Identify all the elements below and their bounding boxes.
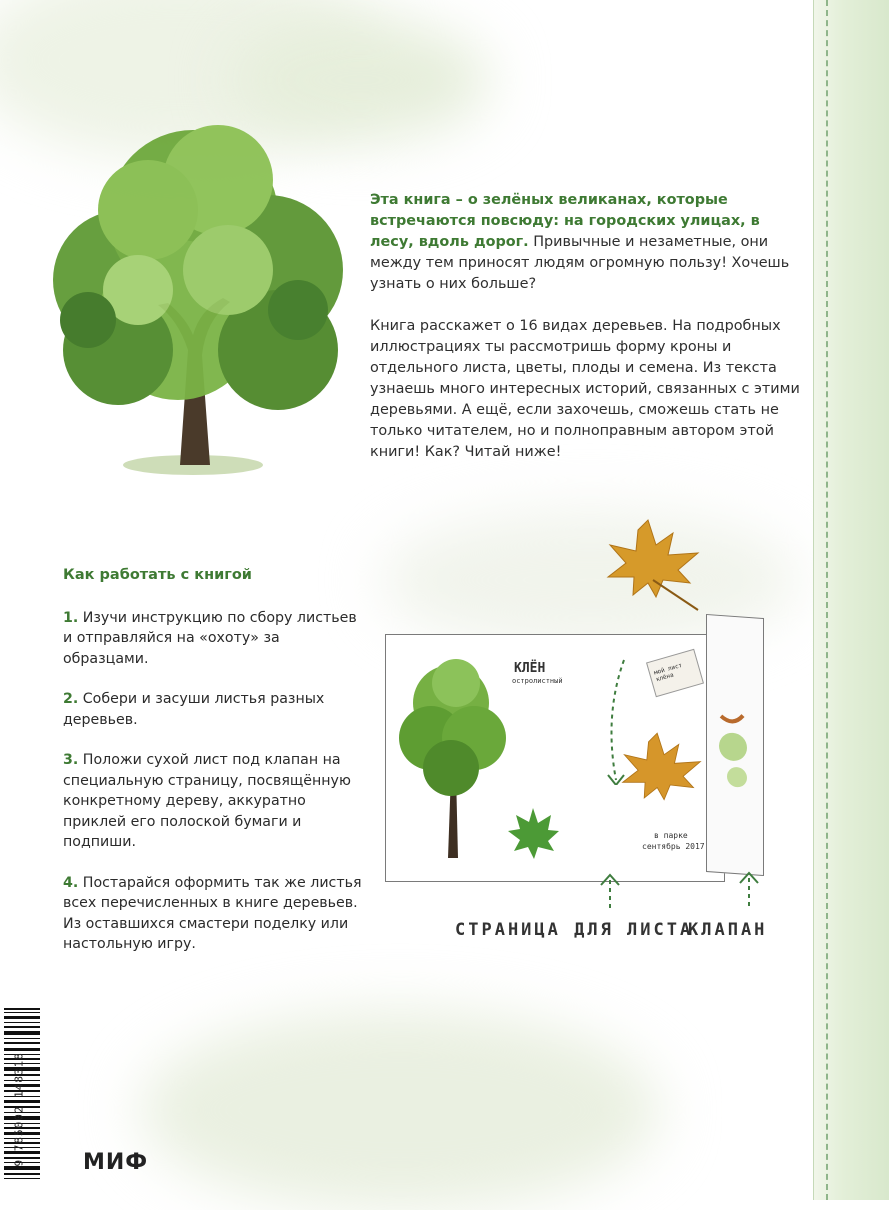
tree-illustration: [28, 120, 358, 480]
step-text: Собери и засуши листья разных деревьев.: [63, 691, 325, 728]
dashed-arrow-icon: [729, 868, 769, 908]
step-number: 3.: [63, 752, 79, 768]
step-text: Изучи инструкцию по сбору листьев и отправляйся на «охоту» за образцами.: [63, 609, 357, 667]
publisher-logo: МИФ: [83, 1150, 149, 1175]
leaf-tag-text: мой лист клёна: [653, 661, 684, 684]
spine-dashed-line: [826, 0, 828, 1200]
howto-step: [63, 873, 363, 955]
label-page: СТРАНИЦА ДЛЯ ЛИСТА: [455, 920, 694, 940]
book-flap: [706, 614, 764, 876]
seeds-illustration: [713, 705, 757, 808]
maple-leaf-icon: [598, 515, 708, 615]
book-page-right: [574, 634, 725, 882]
intro-lead-bold: Эта книга – о зелёных великанах, которые встречаются повсюду: на городских улицах, в лесу, вдоль дорог.: [370, 192, 760, 250]
step-number: 4.: [63, 874, 79, 891]
barcode: [0, 1000, 60, 1190]
leaf-tag: [646, 649, 704, 697]
book-tree-subtitle: остролистный: [512, 677, 563, 685]
step-number: 1.: [63, 609, 79, 626]
note-date: сентябрь 2017: [642, 842, 705, 851]
watercolor-wash: [140, 1010, 660, 1210]
step-text: Постарайся оформить так же листья всех перечисленных в книге деревьев. Из оставшихся смастери поделку или настольную игру.: [63, 874, 362, 952]
note-place: в парке: [654, 831, 688, 840]
small-tree-icon: [396, 653, 506, 863]
howto-step: [63, 750, 363, 853]
howto-title: Как работать с книгой: [63, 567, 252, 583]
howto-step: [63, 689, 363, 730]
isbn-digits: 9 785002 148318: [12, 1052, 26, 1167]
spine-fold-line: [813, 0, 814, 1200]
intro-paragraph: [370, 190, 800, 295]
intro-text: [370, 190, 800, 484]
intro-lead-rest: Привычные и незаметные, они между тем приносят людям огромную пользу! Хочешь узнать о них больше?: [370, 234, 790, 292]
intro-paragraph-2: Книга расскажет о 16 видах деревьев. На подробных иллюстрациях ты рассмотришь форму кроны и отдельного листа, цветы, плоды и семена. Из текста узнаешь много интересных историй, связанных с этими деревьями. А ещё, если захочешь, сможешь стать не только читателем, но и полноправным автором этой книги! Как? Читай ниже!: [370, 318, 800, 460]
step-text: Положи сухой лист под клапан на специальную страницу, посвящённую конкретному дереву, аккуратно приклей его полоской бумаги и подпиши.: [63, 752, 351, 850]
howto-step: [63, 608, 363, 670]
book-page-left: [385, 634, 577, 882]
label-flap: КЛАПАН: [688, 920, 768, 940]
green-leaf-icon: [506, 805, 561, 860]
book-spine: [813, 0, 889, 1200]
howto-section: [63, 565, 363, 975]
step-number: 2.: [63, 691, 79, 707]
dashed-arrow-icon: [594, 655, 634, 785]
dashed-arrow-icon: [590, 870, 630, 910]
book-tree-title: КЛЁН: [514, 661, 546, 676]
